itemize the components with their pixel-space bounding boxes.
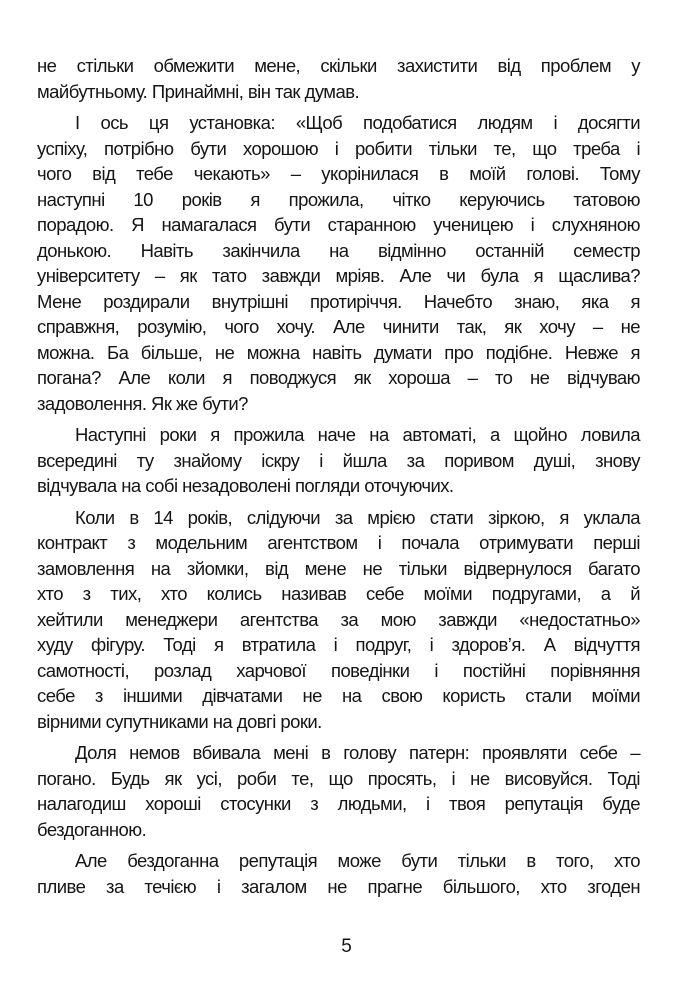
text-line: Доля немов вбивала мені в голову патерн: проявляти себе – xyxy=(75,742,640,763)
text-line: порадою. Я намагалася бути старанною ученицею і слухняною xyxy=(37,214,640,235)
text-line: бездоганною. xyxy=(37,818,147,840)
text-line: хто з тих, хто колись називав себе моїми подругами, а й xyxy=(37,583,640,604)
text-line: себе з іншими дівчатами не на свою користь стали моїми xyxy=(37,685,640,706)
text-line: Наступні роки я прожила наче на автоматі, а щойно ловила xyxy=(75,424,640,445)
text-line: Але бездоганна репутація може бути тільки в того, хто xyxy=(75,850,640,871)
text-line: відчувала на собі незадоволені погляди оточуючих. xyxy=(37,475,454,496)
page-body-text xyxy=(37,53,640,905)
text-line: успіху, потрібно бути хорошою і робити тільки те, що треба і xyxy=(37,137,640,159)
text-line: всередині ту знайому іскру і йшла за поривом душі, знову xyxy=(37,449,640,471)
paragraph xyxy=(37,848,640,899)
text-line: пливе за течією і загалом не прагне більшого, хто згоден xyxy=(37,875,640,897)
paragraph xyxy=(37,110,640,416)
text-line: донькою. Навіть закінчила на відмінно останній семестр xyxy=(37,239,640,261)
text-line: університету – як тато завжди мріяв. Але чи була я щаслива? xyxy=(37,265,640,286)
text-line: контракт з модельним агентством і почала отримувати перші xyxy=(37,532,640,553)
text-line: вірними супутниками на довгі роки. xyxy=(37,710,322,732)
text-line: І ось ця установка: «Щоб подобатися людям і досягти xyxy=(75,112,640,133)
text-line: справжня, розумію, чого хочу. Але чинити так, як хочу – не xyxy=(37,316,640,337)
paragraph xyxy=(37,53,640,104)
text-line: майбутньому. Принаймні, він так думав. xyxy=(37,80,360,102)
text-line: хейтили менеджери агентства за мою завжди «недостатньо» xyxy=(37,608,640,630)
text-line: погано. Будь як усі, роби те, що просять, і не висовуйся. Тоді xyxy=(37,767,640,789)
paragraph xyxy=(37,422,640,499)
text-line: можна. Ба більше, не можна навіть думати про подібне. Невже я xyxy=(37,341,640,363)
text-line: Коли в 14 років, слідуючи за мрією стати зіркою, я уклала xyxy=(75,506,640,528)
paragraph xyxy=(37,505,640,735)
text-line: Мене роздирали внутрішні протиріччя. Начебто знаю, яка я xyxy=(37,290,640,312)
text-line: самотності, розлад харчової поведінки і постійні порівняння xyxy=(37,659,640,681)
text-line: не стільки обмежити мене, скільки захистити від проблем у xyxy=(37,55,640,76)
text-line: налагодиш хороші стосунки з людьми, і твоя репутація буде xyxy=(37,793,640,814)
text-line: худу фігуру. Тоді я втратила і подруг, і здоров’я. А відчуття xyxy=(37,634,640,655)
text-line: погана? Але коли я поводжуся як хороша – то не відчуваю xyxy=(37,367,640,388)
text-line: замовлення на зйомки, від мене не тільки відвернулося багато xyxy=(37,557,640,579)
text-line: чого від тебе чекають» – укорінилася в моїй голові. Тому xyxy=(37,163,640,184)
text-line: задоволення. Як же бути? xyxy=(37,392,248,414)
page-number: 5 xyxy=(341,936,352,957)
paragraph xyxy=(37,740,640,842)
text-line: наступні 10 років я прожила, чітко керуючись татовою xyxy=(37,188,640,210)
